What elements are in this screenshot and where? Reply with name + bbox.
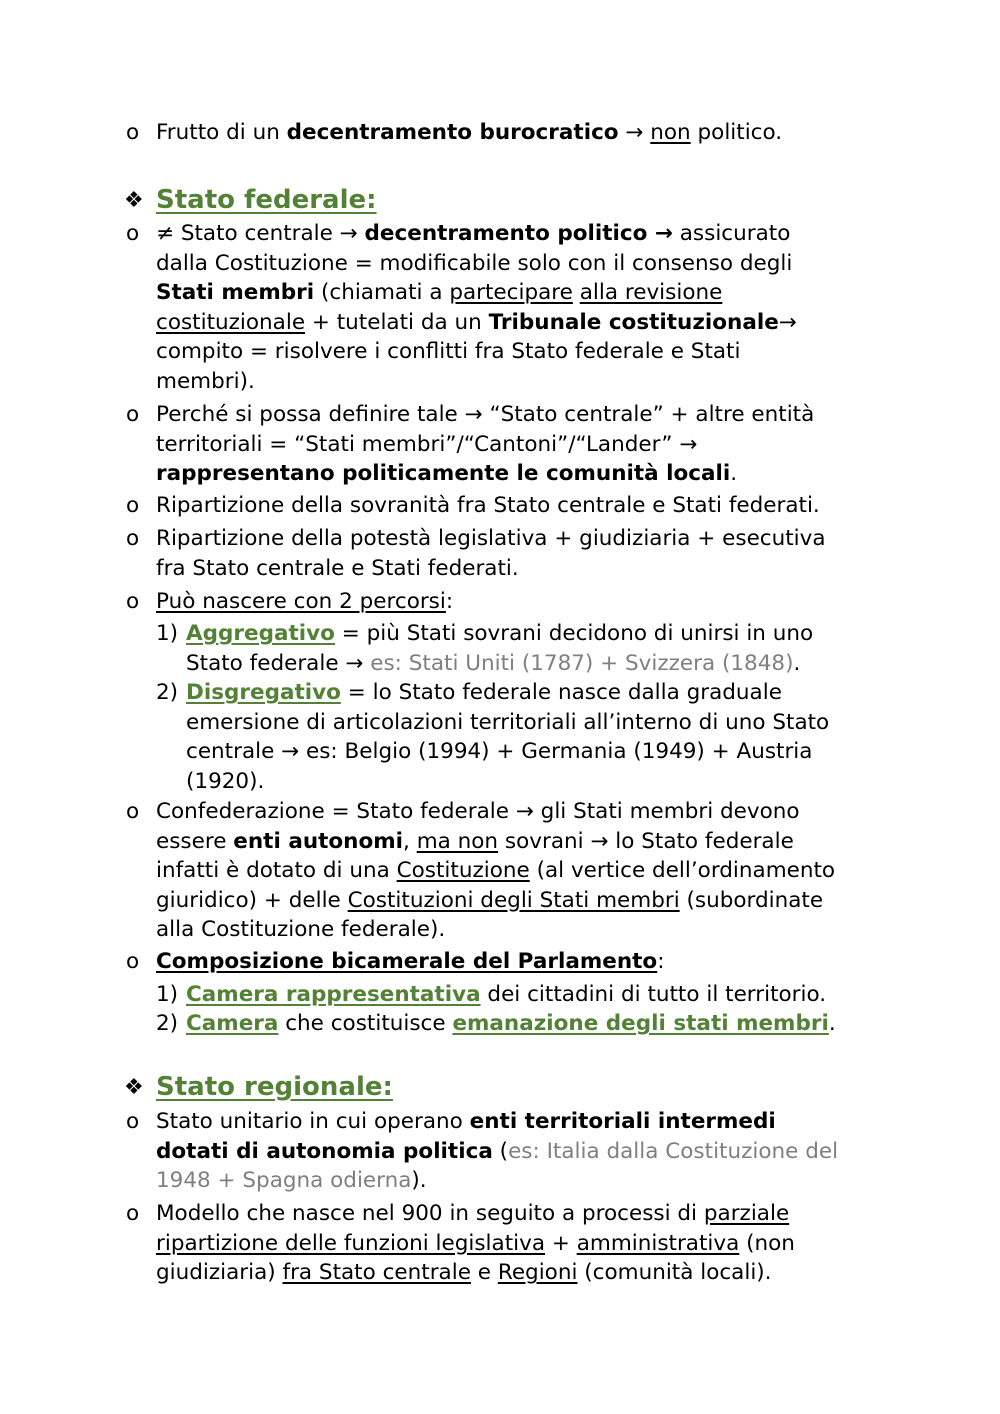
- bullet-text: Ripartizione della sovranità fra Stato centrale e Stati federati.: [156, 493, 820, 518]
- item-number: 2): [156, 1011, 179, 1036]
- item-text: Camera rappresentativa dei cittadini di tutto il territorio.: [186, 982, 827, 1007]
- bullet-text: Perché si possa definire tale → “Stato centrale” + altre entità territoriali = “Stati membri”/“Cantoni”/“Lander” → rappresentano politicamente le comunità locali.: [156, 402, 815, 487]
- bullet-text: Ripartizione della potestà legislativa + giudiziaria + esecutiva fra Stato centrale e Stati federati.: [156, 526, 826, 581]
- bullet-marker: o: [126, 493, 140, 518]
- bullet-text: Confederazione = Stato federale → gli Stati membri devono essere enti autonomi, ma non sovrani → lo Stato federale infatti è dotato di una Costituzione (al vertice dell’ordinamento giuridico) + delle Costituzioni degli Stati membri (subordinate alla Costituzione federale).: [156, 799, 836, 943]
- bullet-marker: o: [126, 526, 140, 551]
- bullet-text: Frutto di un decentramento burocratico → non politico.: [156, 120, 783, 145]
- bullet-marker: o: [126, 221, 140, 246]
- section-title: Stato regionale:: [156, 1072, 393, 1102]
- item-number: 2): [156, 680, 179, 705]
- bullet-marker: o: [126, 589, 140, 614]
- bullet-marker: o: [126, 799, 140, 824]
- bullet-text: Stato unitario in cui operano enti territoriali intermedi dotati di autonomia politica (es: Italia dalla Costituzione del 1948 + Spagna odierna).: [156, 1109, 839, 1194]
- bullet-marker: o: [126, 1201, 140, 1226]
- bullet-marker: o: [126, 120, 140, 145]
- bullet-text: ≠ Stato centrale → decentramento politico → assicurato dalla Costituzione = modificabile solo con il consenso degli Stati membri (chiamati a partecipare alla revisione costituzionale + tutelati da un Tribunale costituzionale→ compito = risolvere i conflitti fra Stato federale e Stati membri).: [156, 221, 797, 394]
- diamond-bullet-icon: ❖: [124, 1075, 144, 1100]
- item-text: Disgregativo = lo Stato federale nasce dalla graduale emersione di articolazioni territoriali all’interno di uno Stato centrale → es: Belgio (1994) + Germania (1949) + Austria (1920).: [186, 680, 830, 794]
- bullet-text: Modello che nasce nel 900 in seguito a processi di parziale ripartizione delle funzioni legislativa + amministrativa (non giudiziaria) fra Stato centrale e Regioni (comunità locali).: [156, 1201, 795, 1286]
- item-number: 1): [156, 982, 179, 1007]
- bullet-marker: o: [126, 949, 140, 974]
- bullet-text: Composizione bicamerale del Parlamento:: [156, 949, 665, 974]
- section-title: Stato federale:: [156, 185, 377, 215]
- item-number: 1): [156, 621, 179, 646]
- item-text: Aggregativo = più Stati sovrani decidono di unirsi in uno Stato federale → es: Stati Uniti (1787) + Svizzera (1848).: [186, 621, 814, 676]
- bullet-marker: o: [126, 1109, 140, 1134]
- bullet-text: Può nascere con 2 percorsi:: [156, 589, 454, 614]
- item-text: Camera che costituisce emanazione degli stati membri.: [186, 1011, 836, 1036]
- bullet-marker: o: [126, 402, 140, 427]
- diamond-bullet-icon: ❖: [124, 188, 144, 213]
